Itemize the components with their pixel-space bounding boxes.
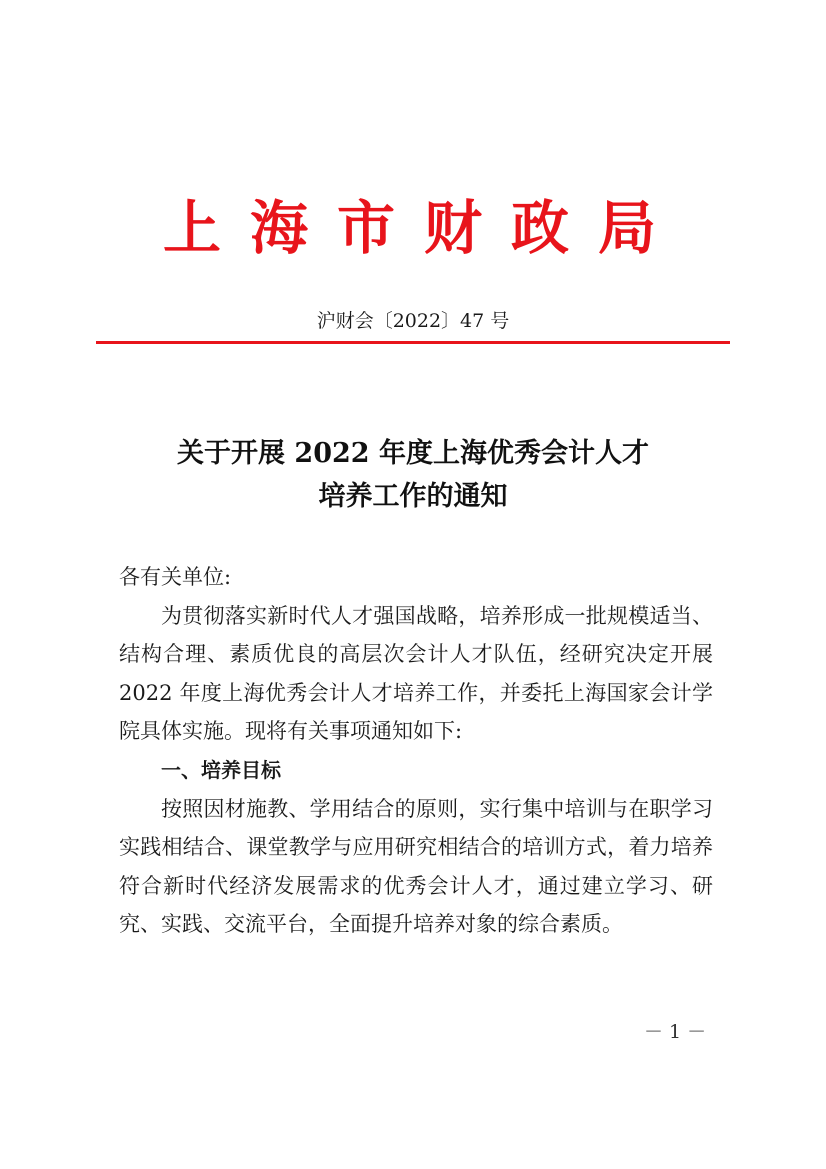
title-line-1: 关于开展 2022 年度上海优秀会计人才	[177, 438, 649, 469]
document-number: 沪财会〔2022〕47 号	[316, 310, 510, 332]
intro-paragraph: 为贯彻落实新时代人才强国战略，培养形成一批规模适当、结构合理、素质优良的高层次会计人才队伍，经研究决定开展 2022 年度上海优秀会计人才培养工作，并委托上海国家会计学院具体实施。现将有关事项通知如下:	[119, 603, 713, 744]
document-body	[119, 558, 713, 944]
section-1-paragraph: 按照因材施教、学用结合的原则，实行集中培训与在职学习实践相结合、课堂教学与应用研究相结合的培训方式，着力培养符合新时代经济发展需求的优秀会计人才，通过建立学习、研究、实践、交流平台，全面提升培养对象的综合素质。	[119, 796, 713, 937]
issuer-masthead: 上海市财政局	[162, 194, 685, 262]
title-line-2: 培养工作的通知	[318, 481, 508, 512]
page-number: － 1 －	[644, 1021, 707, 1043]
section-heading-1: 一、培养目标	[161, 757, 281, 782]
red-divider-line	[96, 341, 730, 344]
document-title	[0, 432, 826, 518]
salutation: 各有关单位:	[119, 565, 232, 589]
